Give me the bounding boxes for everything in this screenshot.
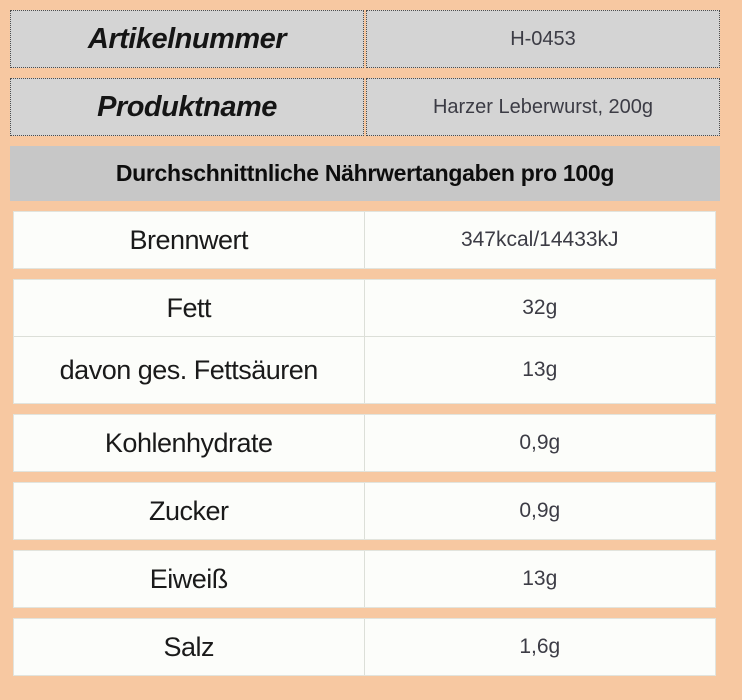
nutrition-value: 347kcal/14433kJ [460,228,619,251]
nutrition-label: Zucker [14,483,365,539]
article-number-value-cell: H-0453 [366,10,720,68]
nutrition-label: Eiweiß [14,551,365,607]
nutrition-value: 32g [522,296,558,319]
nutrition-row-brennwert [14,212,715,268]
nutrition-row-eiweiss [14,551,715,607]
nutrition-block-protein [13,550,716,608]
nutrition-label: Brennwert [14,212,365,268]
nutrition-block-energy [13,211,716,269]
nutrition-label: davon ges. Fettsäuren [14,337,365,403]
nutrition-block-carbs [13,414,716,472]
nutrition-label: Salz [14,619,365,675]
nutrition-value: 0,9g [519,431,561,454]
nutrition-label: Fett [14,280,365,336]
nutrition-section-header: Durchschnittnliche Nährwertangaben pro 100g [10,146,720,201]
nutrition-value: 1,6g [519,635,561,658]
nutrition-value: 0,9g [519,499,561,522]
article-number-row [10,10,720,68]
nutrition-row-salz [14,619,715,675]
nutrition-row-kohlenhydrate [14,415,715,471]
nutrition-block-salt [13,618,716,676]
nutrition-label: Kohlenhydrate [14,415,365,471]
nutrition-block-sugar [13,482,716,540]
nutrition-block-fat [13,279,716,404]
nutrition-value: 13g [522,567,558,590]
nutrition-row-fettsaeuren [14,336,715,403]
nutrition-row-fett [14,280,715,336]
product-name-label-cell: Produktname [10,78,364,136]
product-name-row [10,78,720,136]
article-number-label-cell: Artikelnummer [10,10,364,68]
nutrition-row-zucker [14,483,715,539]
nutrition-value: 13g [522,358,558,381]
product-name-value-cell: Harzer Leberwurst, 200g [366,78,720,136]
